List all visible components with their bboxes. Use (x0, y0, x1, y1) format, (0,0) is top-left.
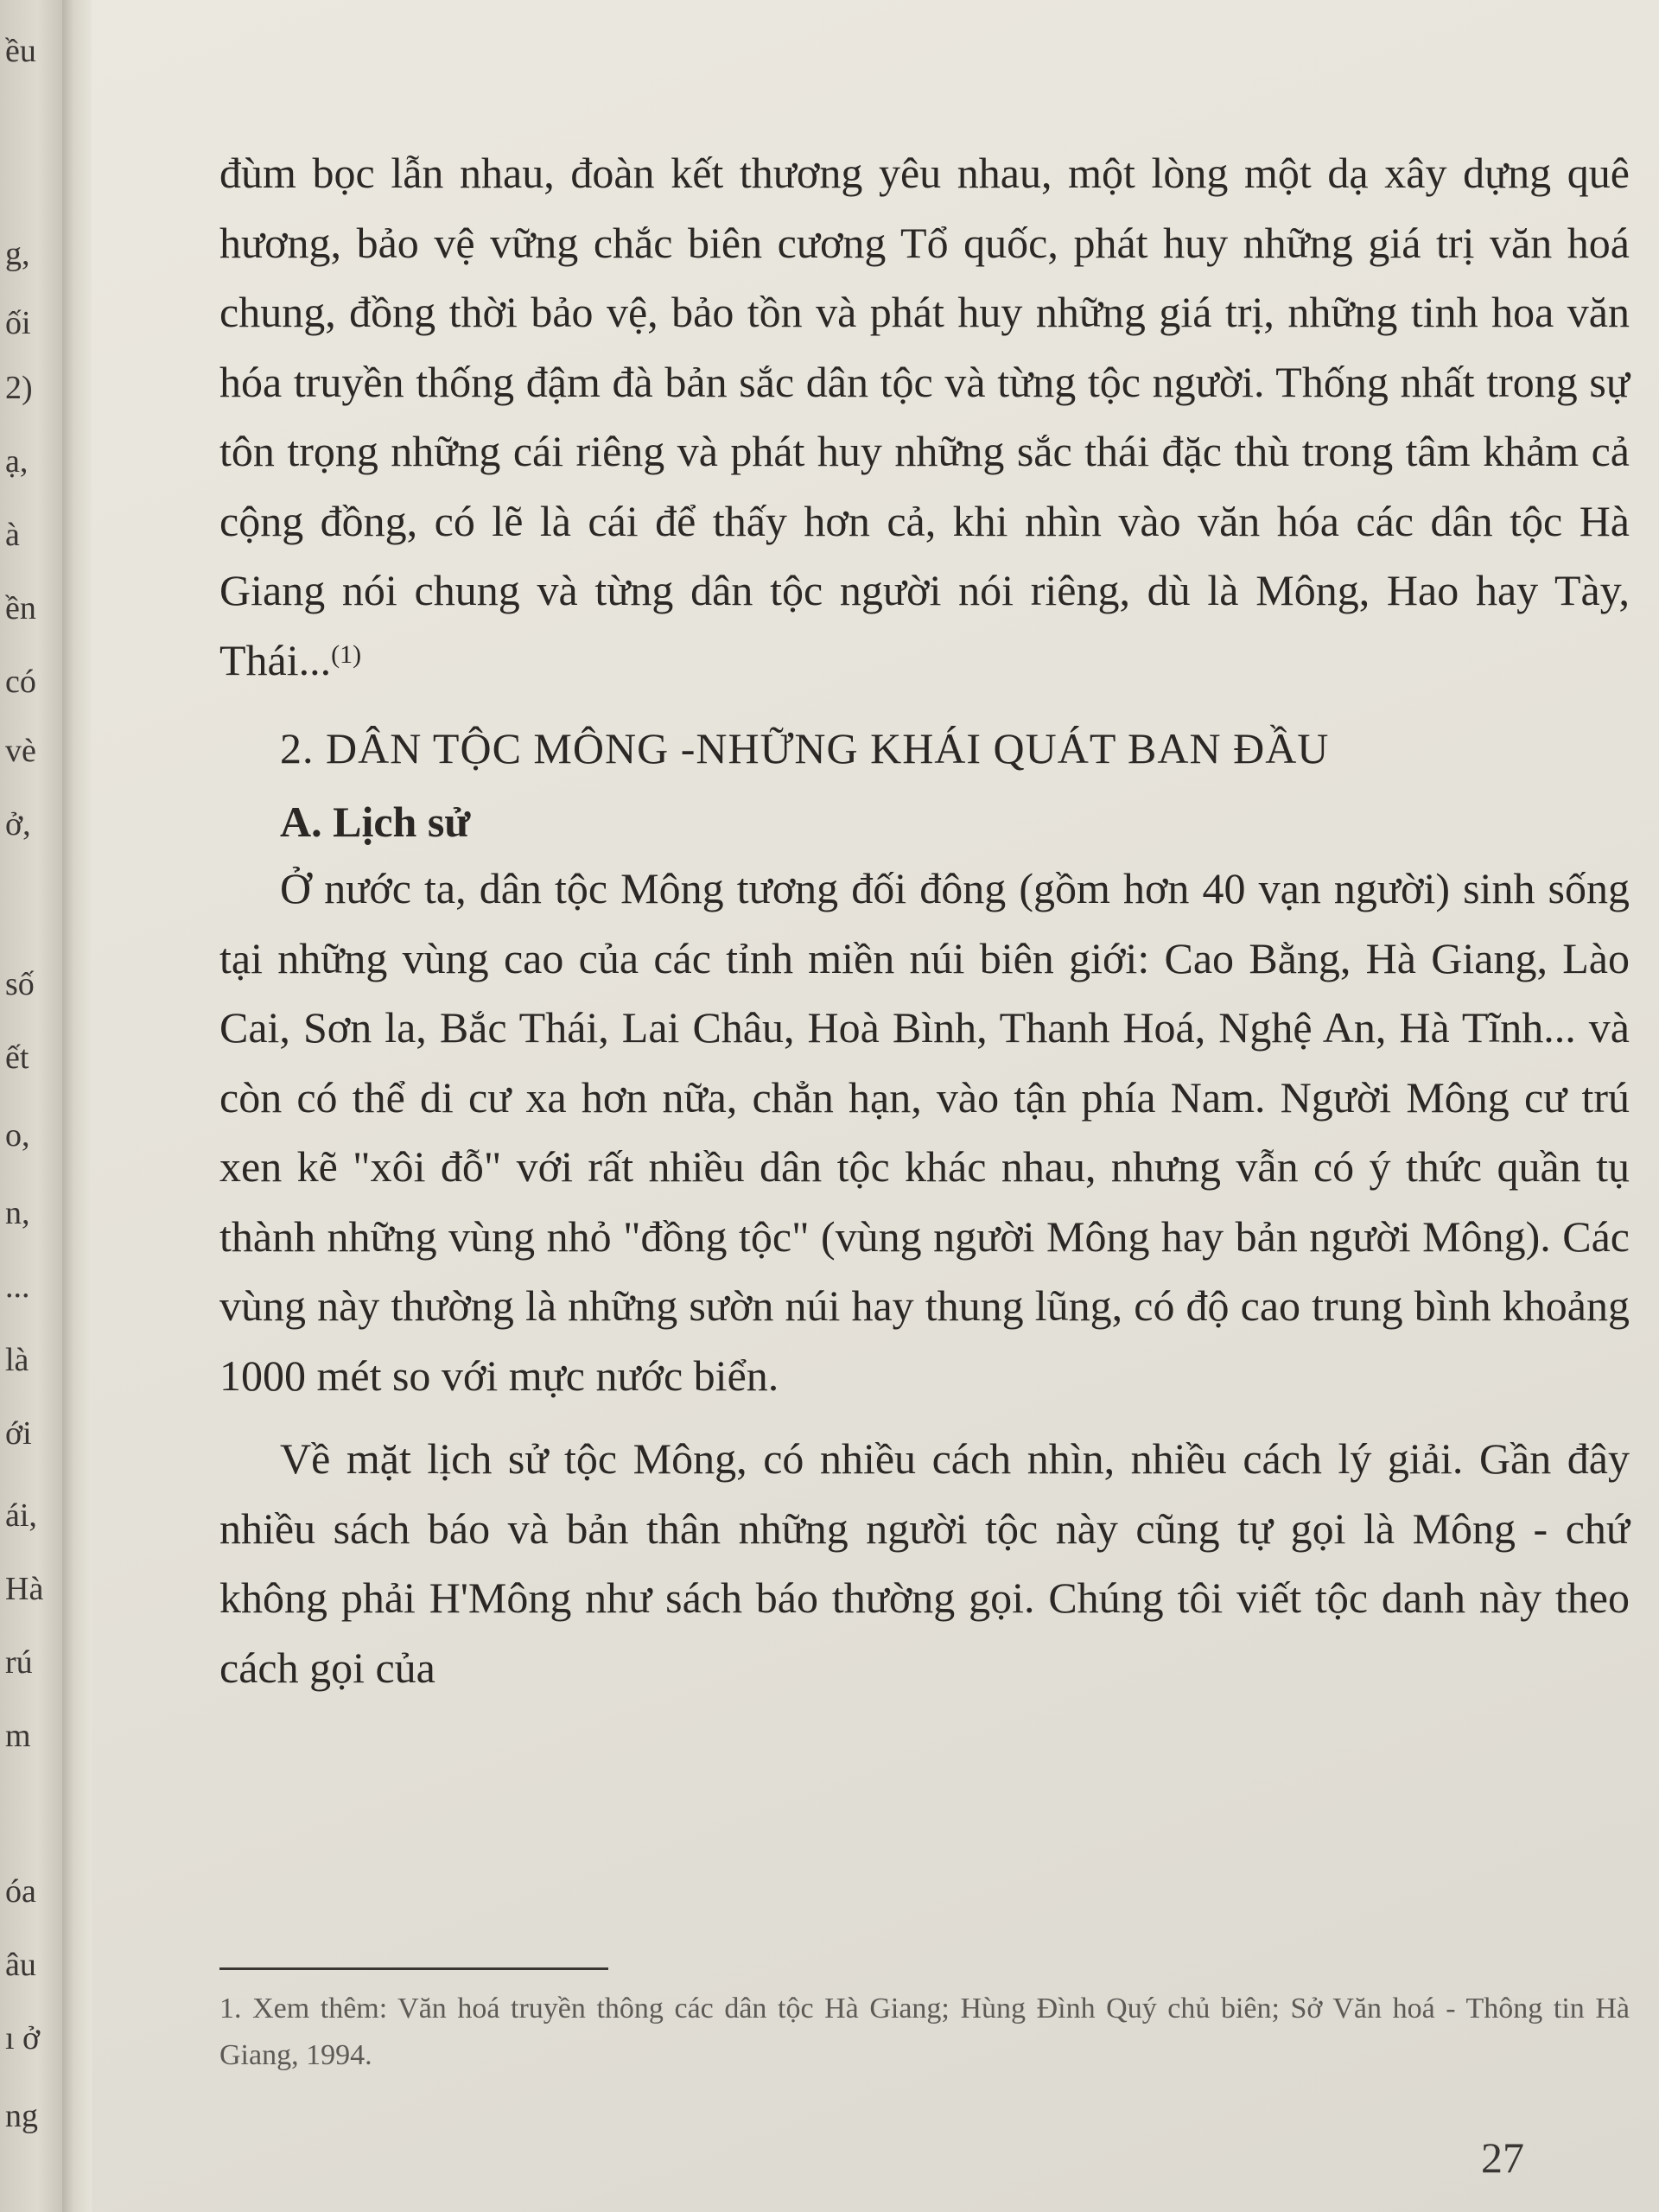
adjacent-page-fragment: ết (5, 1039, 29, 1076)
adjacent-page-fragment: vè (5, 733, 36, 769)
adjacent-page-fragment: ều (5, 33, 36, 69)
footnote-divider (219, 1967, 608, 1970)
book-page (92, 0, 1659, 2212)
page-body (219, 138, 1630, 1702)
adjacent-page-fragment: rú (5, 1644, 33, 1681)
adjacent-page-fragment: m (5, 1718, 31, 1754)
adjacent-page-fragment: ối (5, 305, 31, 341)
intro-text: đùm bọc lẫn nhau, đoàn kết thương yêu nhau, một lòng một dạ xây dựng quê hương, bảo vệ vững chắc biên cương Tổ quốc, phát huy những giá trị văn hoá chung, đồng thời bảo vệ, bảo tồn và phát huy những giá trị, những tinh hoa văn hóa truyền thống đậm đà bản sắc dân tộc và từng tộc người. Thống nhất trong sự tôn trọng những cái riêng và phát huy những sắc thái đặc thù trong tâm khảm cả cộng đồng, có lẽ là cái để thấy hơn cả, khi nhìn vào văn hóa các dân tộc Hà Giang nói chung và từng dân tộc người nói riêng, dù là Mông, Hao hay Tày, Thái... (219, 149, 1630, 684)
adjacent-page-fragment: ới (5, 1415, 32, 1452)
adjacent-page-fragment: âu (5, 1947, 36, 1983)
adjacent-page-fragment: 2) (5, 370, 33, 406)
adjacent-page-fragment: g, (5, 236, 30, 272)
history-paragraph-2: Về mặt lịch sử tộc Mông, có nhiều cách nhìn, nhiều cách lý giải. Gần đây nhiều sách báo và bản thân những người tộc này cũng tự gọi là Mông - chứ không phải H'Mông như sách báo thường gọi. Chúng tôi viết tộc danh này theo cách gọi của (219, 1434, 1630, 1692)
section-heading: 2. DÂN TỘC MÔNG -NHỮNG KHÁI QUÁT BAN ĐẦU (280, 724, 1330, 772)
adjacent-page-fragment: ạ, (5, 443, 29, 480)
adjacent-page-fragment: ái, (5, 1497, 37, 1534)
adjacent-page-fragment: Hà (5, 1571, 44, 1607)
footnote-text: 1. Xem thêm: Văn hoá truyền thông các dân tộc Hà Giang; Hùng Đình Quý chủ biên; Sở Văn hoá - Thông tin Hà Giang, 1994. (219, 1993, 1630, 2071)
adjacent-page-fragment: ı ở (5, 2020, 41, 2056)
adjacent-page-fragment: có (5, 664, 36, 700)
adjacent-page-fragment: ở, (5, 806, 31, 842)
adjacent-page-fragment: số (5, 966, 35, 1002)
footnote-reference: (1) (331, 639, 362, 669)
adjacent-page-fragment: óa (5, 1873, 36, 1910)
adjacent-page-fragment: ng (5, 2098, 38, 2134)
adjacent-page-edge (0, 0, 62, 2212)
history-paragraph-1: Ở nước ta, dân tộc Mông tương đối đông (gồm hơn 40 vạn người) sinh sống tại những vùng cao của các tỉnh miền núi biên giới: Cao Bằng, Hà Giang, Lào Cai, Sơn la, Bắc Thái, Lai Châu, Hoà Bình, Thanh Hoá, Nghệ An, Hà Tĩnh... và còn có thể di cư xa hơn nữa, chẳn hạn, vào tận phía Nam. Người Mông cư trú xen kẽ "xôi đỗ" với rất nhiều dân tộc khác nhau, nhưng vẫn có ý thức quần tụ thành những vùng nhỏ "đồng tộc" (vùng người Mông hay bản người Mông). Các vùng này thường là những sườn núi hay thung lũng, có độ cao trung bình khoảng 1000 mét so với mực nước biển. (219, 864, 1630, 1400)
adjacent-page-fragment: n, (5, 1195, 30, 1231)
adjacent-page-fragment: ... (5, 1268, 30, 1305)
intro-paragraph (219, 138, 1630, 695)
adjacent-page-fragment: là (5, 1342, 29, 1378)
adjacent-page-fragment: o, (5, 1117, 30, 1154)
page-number: 27 (1481, 2133, 1524, 2182)
adjacent-page-fragment: à (5, 517, 20, 553)
book-gutter-shadow (62, 0, 92, 2212)
adjacent-page-fragment: ền (5, 590, 36, 626)
sub-heading: A. Lịch sử (280, 798, 471, 846)
